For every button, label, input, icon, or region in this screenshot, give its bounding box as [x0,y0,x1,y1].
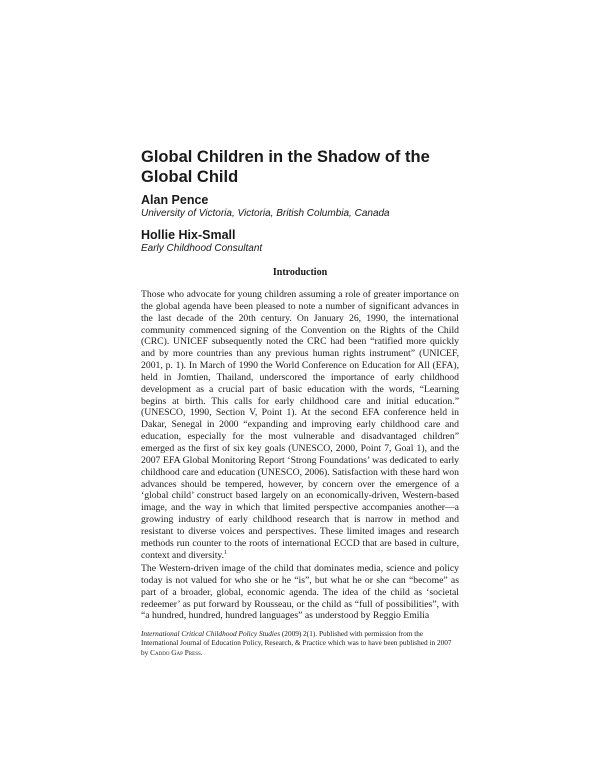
author-affiliation: Early Childhood Consultant [141,243,263,254]
section-heading: Introduction [272,267,328,278]
footnote-marker: 1 [224,549,228,556]
journal-name: International Critical Childhood Policy Studies [141,629,281,638]
citation-end: . [200,647,203,657]
article-title: Global Children in the Shadow of the Global Child [141,148,430,186]
paragraph-text: The Western-driven image of the child that dominates media, science and policy today is not valued for who she or he “is”, but what he or she can “become” as part of a broader, global, economic agenda. The idea of the child as ‘societal redeemer’ as put forward by Rousseau, or the child as “full of possibilities”, with “a hundred, hundred, hundred languages” as understood by Reggio Emilia [141,563,459,622]
publisher-name: Caddo Gap Press [150,647,201,657]
author-name: Alan Pence [141,193,209,207]
page-footer-note [141,629,459,657]
body-paragraph [141,289,459,561]
author-name: Hollie Hix-Small [141,228,236,242]
paragraph-text: Those who advocate for young children assuming a role of greater importance on the global agenda have been pleased to note a number of significant advances in the last decade of the 20th century. On January 26, 1990, the international community commenced signing of the Convention on the Rights of the Child (CRC). UNICEF subsequently noted the CRC had been “ratified more quickly and by more countries than any previous human rights instrument” (UNICEF, 2001, p. 1). In March of 1990 the World Conference on Education for All (EFA), held in Jomtien, Thailand, underscored the importance of early childhood development as a crucial part of basic education with the words, “Learning begins at birth. This calls for early childhood care and initial education.” (UNESCO, 1990, Section V, Point 1). At the second EFA conference held in Dakar, Senegal in 2000 “expanding and improving early childhood care and education, especially for the most vulnerable and disadvantaged children” emerged as the first of six key goals (UNESCO, 2000, Point 7, Goal 1), and the 2007 EFA Global Monitoring Report ‘Strong Foundations’ was dedicated to early childhood care and education (UNESCO, 2006). Satisfaction with these hard won advances should be tempered, however, by concern over the emergence of a ‘global child’ construct based largely on an economically-driven, Western-based image, and the way in which that limited perspective accompanies another—a growing industry of early childhood research that is narrow in method and resistant to diverse voices and perspectives. These limited images and research methods run counter to the roots of international ECCD that are based in culture, context and diversity. [141,289,459,561]
body-paragraph [141,563,459,622]
author-affiliation: University of Victoria, Victoria, British Columbia, Canada [141,208,390,219]
citation-text: (2009) 2(1). Published with permission from the International Journal of Education Policy, Research, & Practice which was to have been published in 2007 by [141,629,452,657]
